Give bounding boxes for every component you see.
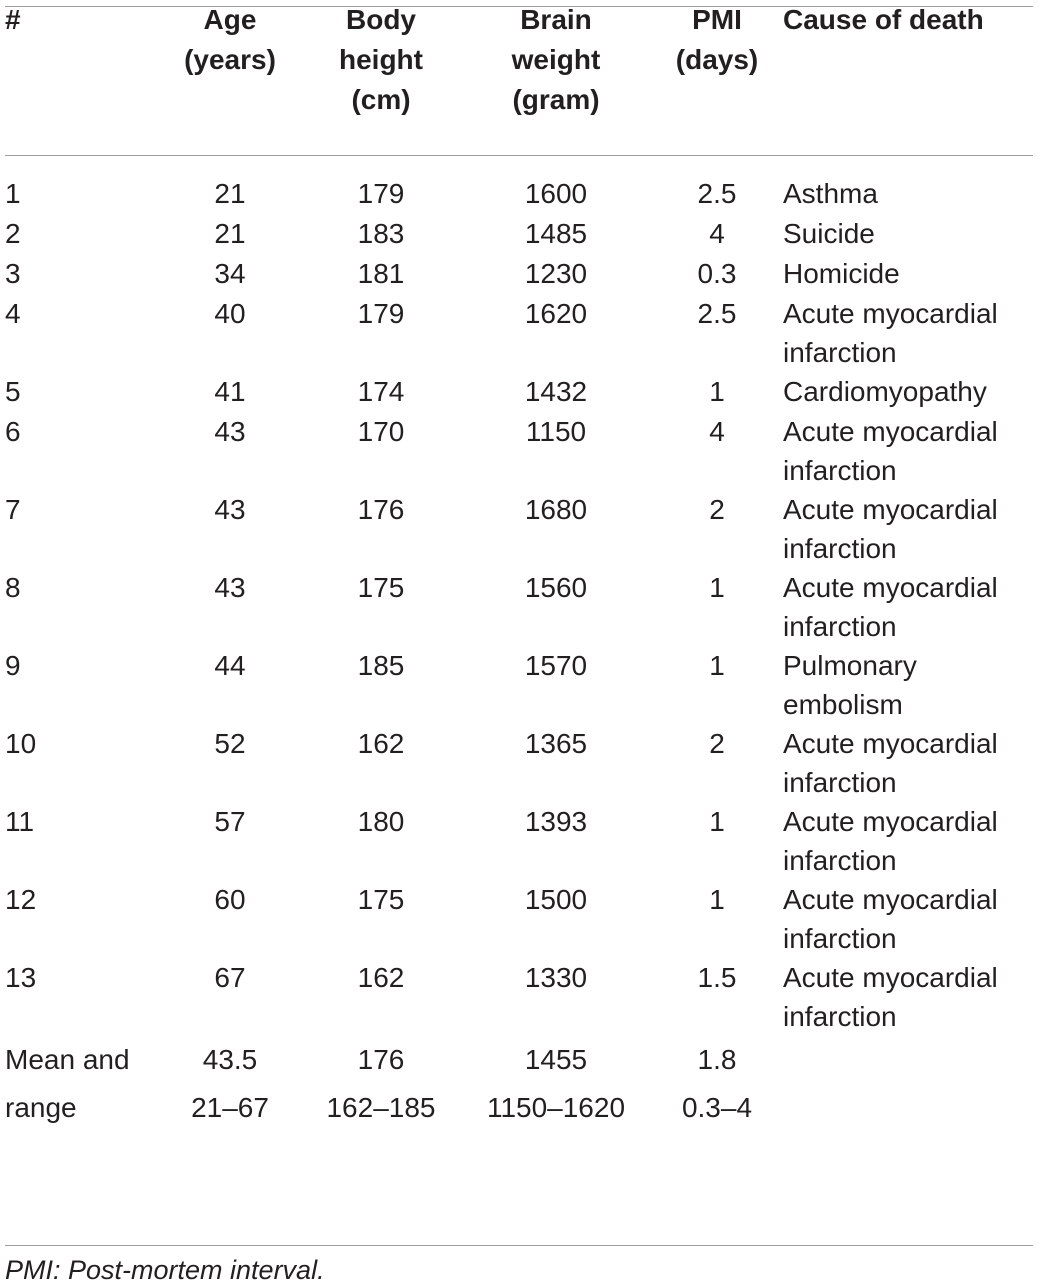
text-line: # [5, 4, 21, 35]
cell-body-height: 179 [357, 178, 405, 209]
text-line: infarction [783, 455, 897, 486]
text-line: 43.5 [202, 1044, 258, 1075]
cell-brain-weight: 1393 [524, 806, 588, 837]
header-body-height [305, 0, 457, 157]
cell-brain-weight: 1485 [524, 218, 588, 249]
cell-num: 9 [5, 650, 21, 681]
cell-age: 57 [214, 806, 246, 837]
text-line: 1.8 [697, 1044, 737, 1075]
cell-cause-of-death [779, 880, 1033, 958]
cell-cause-of-death [779, 157, 1033, 214]
cell-body-height: 170 [357, 416, 405, 447]
cell-body-height: 181 [357, 258, 405, 289]
cell-age: 44 [214, 650, 246, 681]
text-line: weight [511, 44, 601, 75]
cell-body-height: 179 [357, 298, 405, 329]
text-line: infarction [783, 533, 897, 564]
summary-row [5, 1036, 1033, 1132]
cell-brain-weight: 1570 [524, 650, 588, 681]
text-line: 0.3–4 [681, 1092, 753, 1123]
text-line: Pulmonary [783, 650, 917, 681]
text-line: Brain [520, 4, 592, 35]
table-row [5, 157, 1033, 214]
footnote: PMI: Post-mortem interval. [5, 1255, 325, 1285]
cell-cause-of-death [779, 372, 1033, 412]
text-line: Acute myocardial [783, 494, 998, 525]
cell-cause-of-death [779, 412, 1033, 490]
cell-num: 10 [5, 728, 37, 759]
text-line: 162–185 [326, 1092, 436, 1123]
cell-age: 43 [214, 494, 246, 525]
table-row [5, 802, 1033, 880]
text-line: Acute myocardial [783, 416, 998, 447]
cell-brain-weight: 1600 [524, 178, 588, 209]
table-row [5, 880, 1033, 958]
table-row [5, 724, 1033, 802]
cell-age: 21 [214, 178, 246, 209]
cell-pmi: 1.5 [697, 962, 737, 993]
text-line: Asthma [783, 178, 878, 209]
cell-age: 43 [214, 416, 246, 447]
summary-label [5, 1036, 155, 1132]
text-line: Age [203, 4, 257, 35]
header-pmi [655, 0, 779, 157]
cell-num: 13 [5, 962, 37, 993]
cell-cause-of-death [779, 294, 1033, 372]
cell-pmi: 1 [709, 650, 725, 681]
cell-body-height: 176 [357, 494, 405, 525]
text-line: (gram) [512, 84, 600, 115]
cell-cause-of-death [779, 214, 1033, 254]
table-row [5, 294, 1033, 372]
text-line: Acute myocardial [783, 962, 998, 993]
cell-body-height: 175 [357, 572, 405, 603]
text-line: PMI [692, 4, 742, 35]
cell-num: 6 [5, 416, 21, 447]
cell-body-height: 162 [357, 728, 405, 759]
cell-pmi: 4 [709, 218, 725, 249]
text-line: Suicide [783, 218, 875, 249]
cell-pmi: 0.3 [697, 258, 737, 289]
cell-cause-of-death [779, 254, 1033, 294]
cell-age: 41 [214, 376, 246, 407]
cell-pmi: 1 [709, 806, 725, 837]
data-table [5, 0, 1033, 1132]
cell-age: 67 [214, 962, 246, 993]
cell-age: 40 [214, 298, 246, 329]
cell-brain-weight: 1330 [524, 962, 588, 993]
header-num [5, 0, 155, 157]
cell-body-height: 180 [357, 806, 405, 837]
cell-num: 2 [5, 218, 21, 249]
cell-num: 1 [5, 178, 21, 209]
text-line: infarction [783, 845, 897, 876]
text-line: Acute myocardial [783, 806, 998, 837]
text-line: Body [346, 4, 416, 35]
header-age [155, 0, 305, 157]
summary-pmi [655, 1036, 779, 1132]
cell-cause-of-death [779, 568, 1033, 646]
cell-pmi: 2 [709, 494, 725, 525]
cell-num: 11 [5, 806, 35, 837]
header-brain-weight [457, 0, 655, 157]
table-row [5, 412, 1033, 490]
cell-brain-weight: 1365 [524, 728, 588, 759]
cell-pmi: 2.5 [697, 298, 737, 329]
cell-body-height: 185 [357, 650, 405, 681]
cell-pmi: 1 [709, 572, 725, 603]
cell-brain-weight: 1230 [524, 258, 588, 289]
cell-body-height: 175 [357, 884, 405, 915]
text-line: (years) [184, 44, 276, 75]
summary-body-height [305, 1036, 457, 1132]
text-line: infarction [783, 1001, 897, 1032]
cell-pmi: 2 [709, 728, 725, 759]
table-bottom-rule [5, 1245, 1033, 1246]
text-line: Homicide [783, 258, 900, 289]
cell-age: 60 [214, 884, 246, 915]
text-line: (days) [675, 44, 759, 75]
cell-body-height: 183 [357, 218, 405, 249]
cell-num: 7 [5, 494, 21, 525]
header-row [5, 0, 1033, 157]
cell-brain-weight: 1620 [524, 298, 588, 329]
text-line: embolism [783, 689, 903, 720]
cell-pmi: 2.5 [697, 178, 737, 209]
text-line: infarction [783, 767, 897, 798]
header-cause-of-death [779, 0, 1033, 157]
summary-brain-weight [457, 1036, 655, 1132]
table-body [5, 157, 1033, 1132]
summary-cause [779, 1036, 1033, 1132]
cell-cause-of-death [779, 490, 1033, 568]
cell-brain-weight: 1560 [524, 572, 588, 603]
text-line: Cardiomyopathy [783, 376, 987, 407]
text-line: 1455 [524, 1044, 588, 1075]
table-row [5, 254, 1033, 294]
text-line: Acute myocardial [783, 728, 998, 759]
cell-brain-weight: 1432 [524, 376, 588, 407]
cell-num: 3 [5, 258, 21, 289]
text-line: Acute myocardial [783, 572, 998, 603]
text-line: range [5, 1092, 77, 1123]
cell-cause-of-death [779, 958, 1033, 1036]
text-line: Acute myocardial [783, 884, 998, 915]
table-row [5, 372, 1033, 412]
cell-brain-weight: 1500 [524, 884, 588, 915]
text-line: Mean and [5, 1044, 130, 1075]
cell-body-height: 162 [357, 962, 405, 993]
text-line: 1150–1620 [486, 1092, 626, 1123]
summary-age [155, 1036, 305, 1132]
cell-num: 12 [5, 884, 37, 915]
cell-body-height: 174 [357, 376, 405, 407]
table-row [5, 214, 1033, 254]
cell-pmi: 4 [709, 416, 725, 447]
text-line: infarction [783, 337, 897, 368]
cell-age: 21 [214, 218, 246, 249]
cell-age: 34 [214, 258, 246, 289]
table-row [5, 568, 1033, 646]
cell-num: 5 [5, 376, 21, 407]
cell-cause-of-death [779, 724, 1033, 802]
cell-pmi: 1 [709, 376, 725, 407]
text-line: infarction [783, 611, 897, 642]
table-row [5, 646, 1033, 724]
cell-cause-of-death [779, 802, 1033, 880]
text-line: (cm) [351, 84, 411, 115]
cell-age: 43 [214, 572, 246, 603]
cell-pmi: 1 [709, 884, 725, 915]
text-line: height [339, 44, 423, 75]
text-line: 21–67 [191, 1092, 269, 1123]
cell-num: 8 [5, 572, 21, 603]
cell-brain-weight: 1680 [524, 494, 588, 525]
cell-num: 4 [5, 298, 21, 329]
text-line: infarction [783, 923, 897, 954]
table-row [5, 490, 1033, 568]
text-line: Acute myocardial [783, 298, 998, 329]
table-row [5, 958, 1033, 1036]
text-line: Cause of death [783, 4, 984, 35]
cell-cause-of-death [779, 646, 1033, 724]
cell-age: 52 [214, 728, 246, 759]
cell-brain-weight: 1150 [525, 416, 587, 447]
text-line: 176 [357, 1044, 405, 1075]
